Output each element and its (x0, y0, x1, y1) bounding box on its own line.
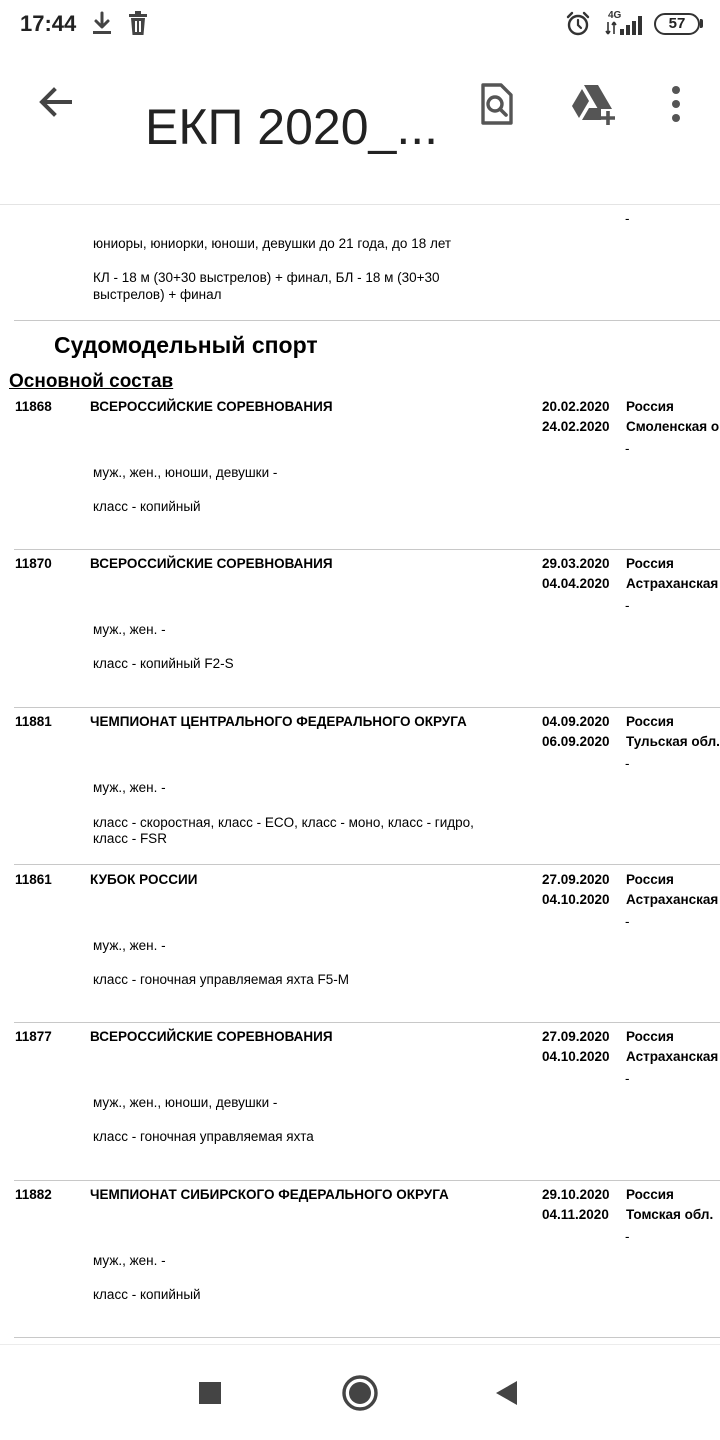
date-start: 29.10.2020 (542, 1187, 610, 1202)
trash-icon (126, 10, 150, 43)
back-arrow-icon[interactable] (34, 80, 78, 124)
location-tail: - (625, 1229, 630, 1244)
participants-text: муж., жен. - (93, 938, 166, 953)
download-icon (90, 10, 114, 43)
region: Смоленская о (626, 419, 720, 434)
participants-text: юниоры, юниорки, юноши, девушки до 21 года, до 18 лет (93, 236, 452, 251)
participants-text: муж., жен. - (93, 622, 166, 637)
region: Томская обл. (626, 1207, 714, 1222)
add-to-drive-icon[interactable] (566, 80, 614, 128)
event-id: 11877 (15, 1029, 52, 1044)
country: Россия (626, 872, 674, 887)
date-start: 27.09.2020 (542, 1029, 610, 1044)
region: Астраханская (626, 576, 719, 591)
signal-icon (604, 14, 644, 41)
event-name: КУБОК РОССИИ (90, 872, 198, 887)
discipline-text: класс - гоночная управляемая яхта (93, 1129, 314, 1144)
date-end: 04.04.2020 (542, 576, 610, 591)
row-divider (14, 707, 720, 708)
document-title: ЕКП 2020_... (145, 99, 439, 155)
discipline-text: класс - копийный (93, 1287, 201, 1302)
navigation-bar (0, 1344, 720, 1440)
date-end: 04.10.2020 (542, 892, 610, 907)
alarm-icon (564, 10, 592, 43)
country: Россия (626, 714, 674, 729)
row-divider (14, 1022, 720, 1023)
discipline-text-cont: выстрелов) + финал (93, 287, 222, 302)
location-tail: - (625, 441, 630, 456)
location-tail: - (625, 211, 630, 226)
row-divider (14, 1337, 720, 1338)
participants-text: муж., жен. - (93, 780, 166, 795)
document-page[interactable] (0, 206, 720, 1344)
region: Тульская обл. (626, 734, 720, 749)
date-start: 04.09.2020 (542, 714, 610, 729)
location-tail: - (625, 598, 630, 613)
region: Астраханская (626, 892, 719, 907)
discipline-text: класс - скоростная, класс - ECO, класс - моно, класс - гидро, (93, 815, 474, 830)
event-name: ВСЕРОССИЙСКИЕ СОРЕВНОВАНИЯ (90, 556, 333, 571)
date-end: 04.11.2020 (542, 1207, 609, 1222)
battery-icon: 57 (654, 13, 700, 35)
discipline-text: класс - копийный (93, 499, 201, 514)
event-id: 11861 (15, 872, 52, 887)
country: Россия (626, 556, 674, 571)
battery-cap (700, 19, 703, 28)
event-name: ВСЕРОССИЙСКИЕ СОРЕВНОВАНИЯ (90, 1029, 333, 1044)
date-start: 29.03.2020 (542, 556, 610, 571)
event-id: 11882 (15, 1187, 52, 1202)
date-end: 24.02.2020 (542, 419, 610, 434)
event-name: ЧЕМПИОНАТ СИБИРСКОГО ФЕДЕРАЛЬНОГО ОКРУГА (90, 1187, 449, 1202)
location-tail: - (625, 1071, 630, 1086)
country: Россия (626, 1029, 674, 1044)
discipline-text: КЛ - 18 м (30+30 выстрелов) + финал, БЛ - 18 м (30+30 (93, 270, 440, 285)
row-divider (14, 549, 720, 550)
date-start: 20.02.2020 (542, 399, 610, 414)
event-id: 11881 (15, 714, 52, 729)
status-bar (0, 0, 720, 50)
more-vert-icon[interactable] (652, 80, 700, 128)
row-divider (14, 864, 720, 865)
sport-title: Судомодельный спорт (54, 332, 318, 358)
discipline-text: класс - копийный F2-S (93, 656, 234, 671)
home-circle-icon[interactable] (336, 1369, 384, 1417)
find-in-document-icon[interactable] (472, 80, 520, 128)
participants-text: муж., жен. - (93, 1253, 166, 1268)
status-time: 17:44 (20, 11, 77, 36)
discipline-text: класс - гоночная управляемая яхта F5-M (93, 972, 349, 987)
date-end: 04.10.2020 (542, 1049, 610, 1064)
app-bar (0, 50, 720, 205)
event-id: 11870 (15, 556, 52, 571)
event-name: ВСЕРОССИЙСКИЕ СОРЕВНОВАНИЯ (90, 399, 333, 414)
location-tail: - (625, 914, 630, 929)
row-divider (14, 1180, 720, 1181)
date-start: 27.09.2020 (542, 872, 610, 887)
location-tail: - (625, 756, 630, 771)
network-type: 4G (608, 10, 622, 21)
team-title: Основной состав (9, 371, 174, 392)
event-name: ЧЕМПИОНАТ ЦЕНТРАЛЬНОГО ФЕДЕРАЛЬНОГО ОКРУГА (90, 714, 467, 729)
back-triangle-icon[interactable] (484, 1369, 532, 1417)
date-end: 06.09.2020 (542, 734, 610, 749)
recents-square-icon[interactable] (186, 1369, 234, 1417)
country: Россия (626, 1187, 674, 1202)
row-divider (14, 320, 720, 321)
event-id: 11868 (15, 399, 52, 414)
participants-text: муж., жен., юноши, девушки - (93, 465, 278, 480)
country: Россия (626, 399, 674, 414)
region: Астраханская (626, 1049, 719, 1064)
discipline-text-cont: класс - FSR (93, 831, 167, 846)
participants-text: муж., жен., юноши, девушки - (93, 1095, 278, 1110)
